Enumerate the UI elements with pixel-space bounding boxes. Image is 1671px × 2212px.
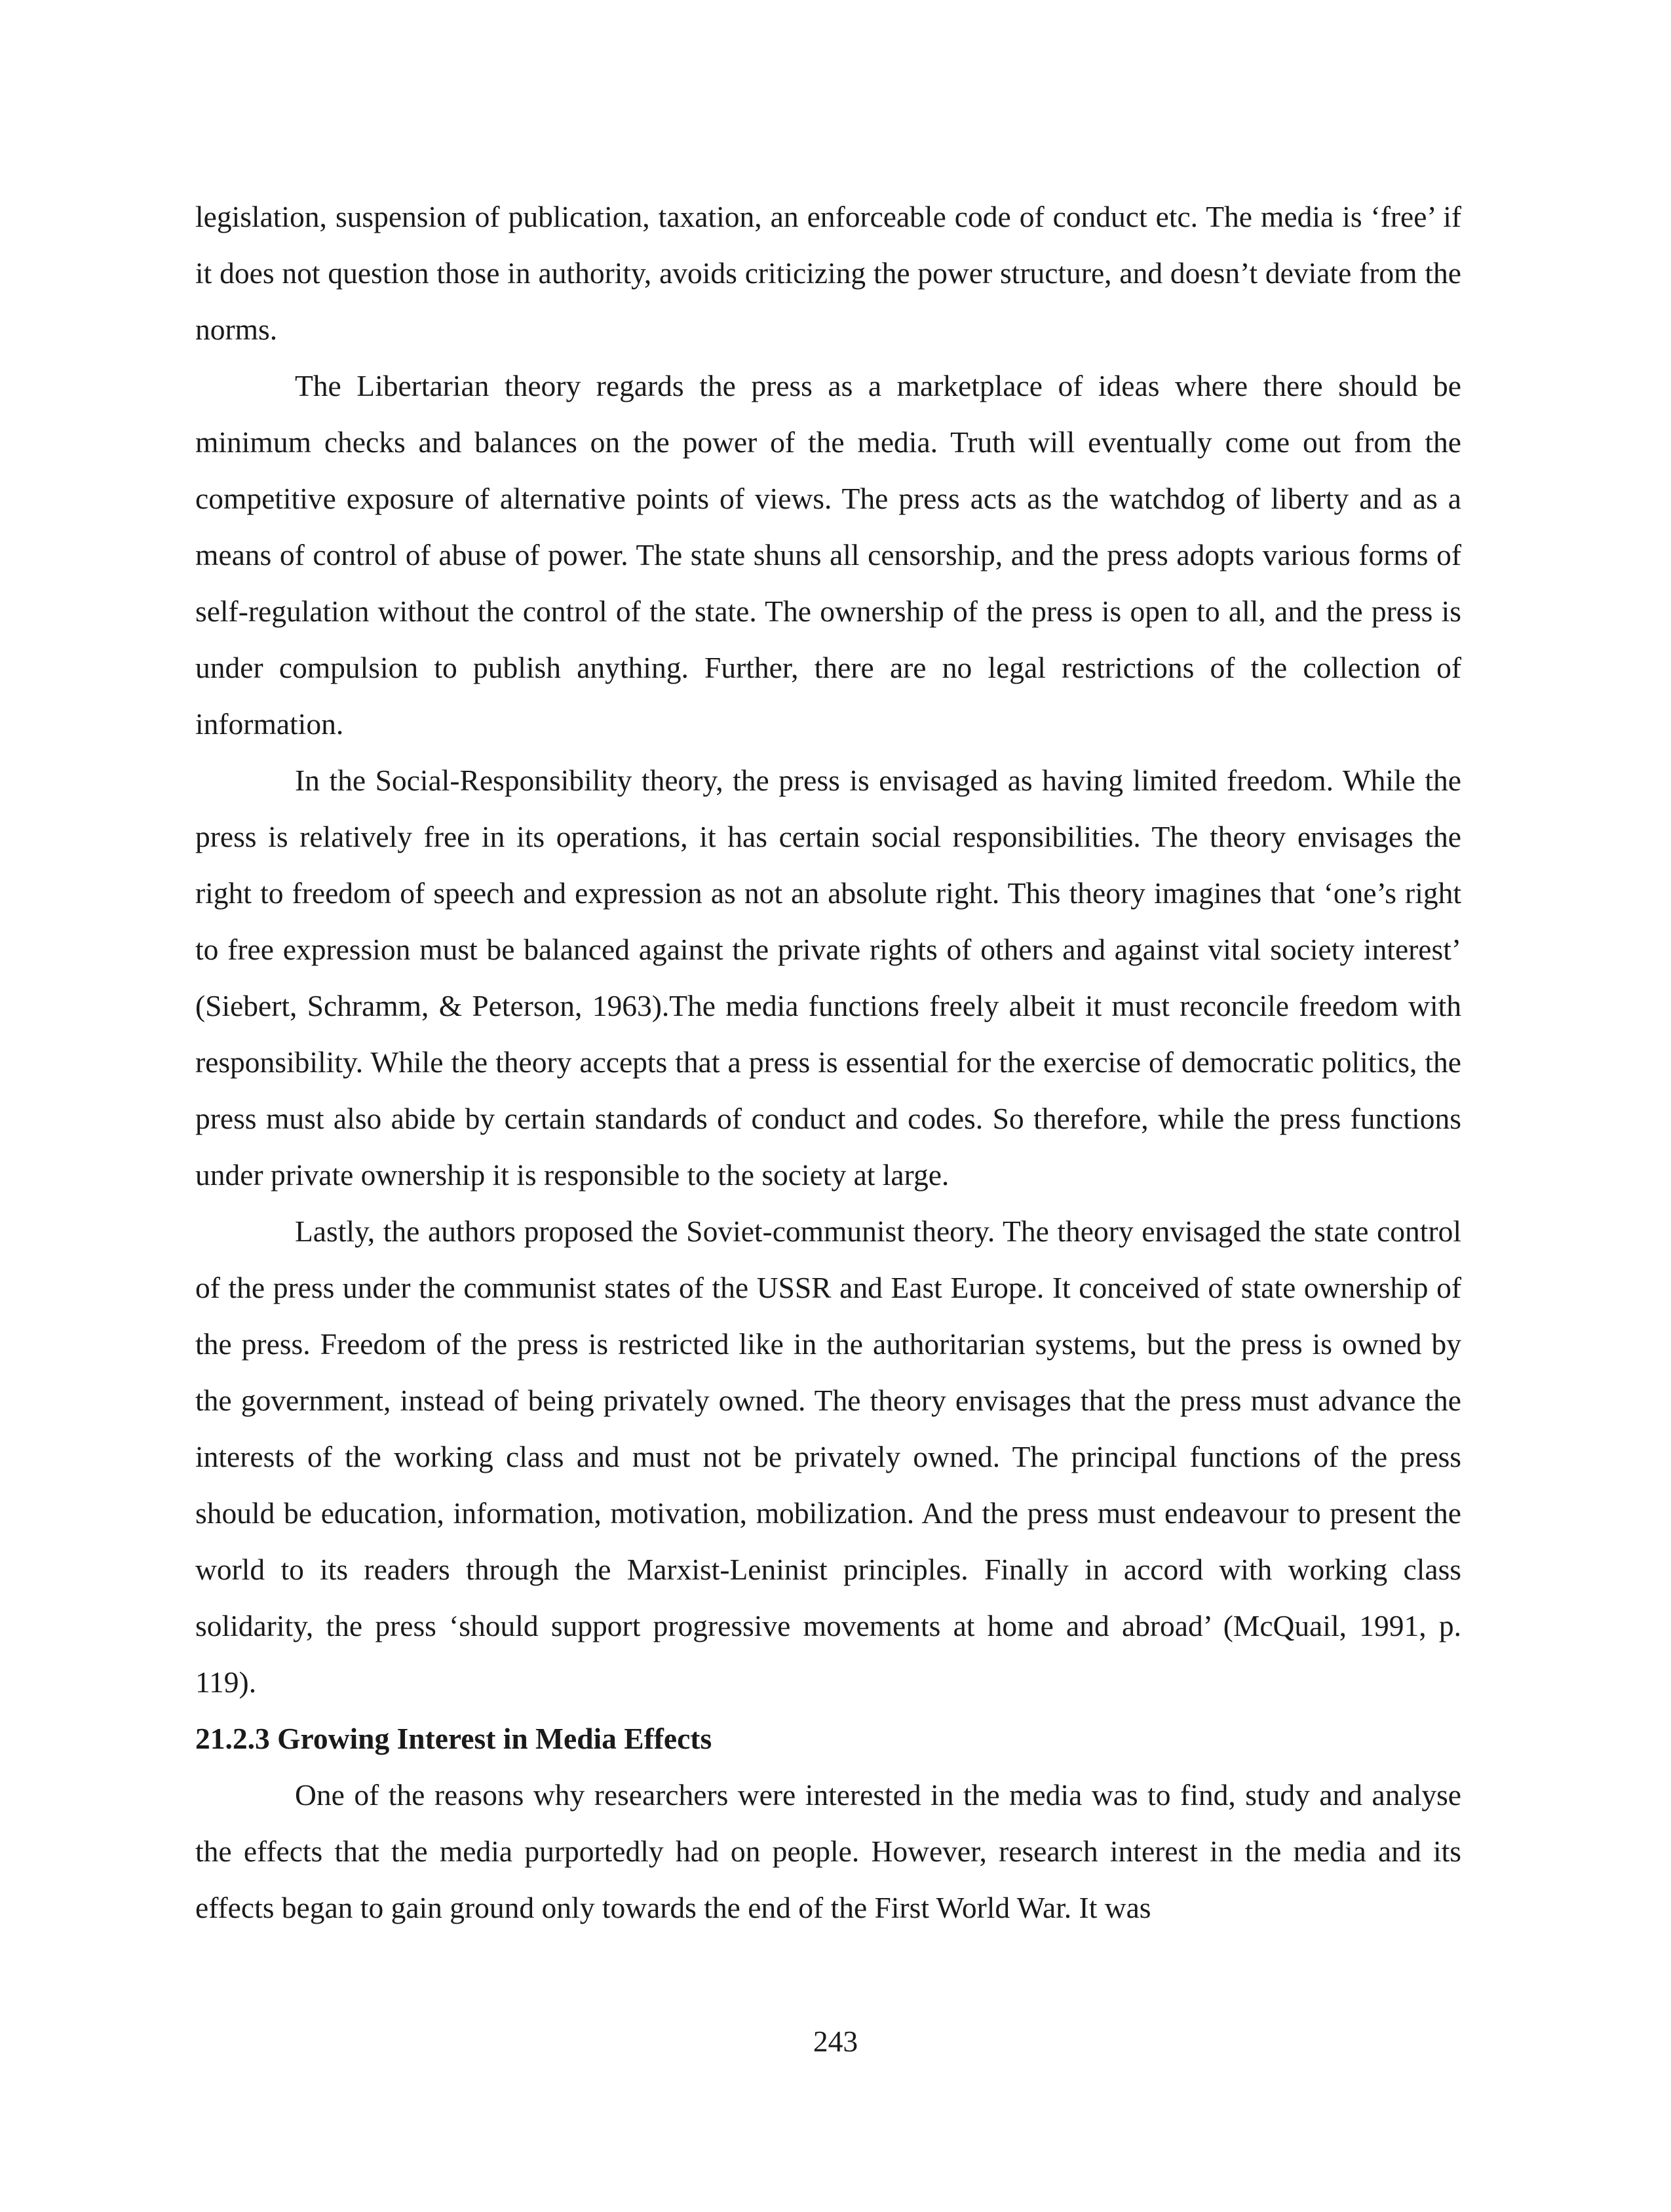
section-heading: 21.2.3 Growing Interest in Media Effects	[195, 1722, 712, 1755]
page-body	[195, 189, 1461, 1936]
page-number: 243	[813, 2025, 858, 2058]
paragraph-libertarian-theory: The Libertarian theory regards the press as a marketplace of ideas where there should be minimum checks and balances on the power of the media. Truth will eventually come out from the competitive exposure of alternative points of views. The press acts as the watchdog of liberty and as a means of control of abuse of power. The state shuns all censorship, and the press adopts various forms of self-regulation without the control of the state. The ownership of the press is open to all, and the press is under compulsion to publish anything. Further, there are no legal restrictions of the collection of information.	[195, 369, 1461, 741]
paragraph-social-responsibility-theory: In the Social-Responsibility theory, the press is envisaged as having limited freedom. While the press is relatively free in its operations, it has certain social responsibilities. The theory envisages the right to freedom of speech and expression as not an absolute right. This theory imagines that ‘one’s right to free expression must be balanced against the private rights of others and against vital society interest’ (Siebert, Schramm, & Peterson, 1963).The media functions freely albeit it must reconcile freedom with responsibility. While the theory accepts that a press is essential for the exercise of democratic politics, the press must also abide by certain standards of conduct and codes. So therefore, while the press functions under private ownership it is responsible to the society at large.	[195, 764, 1461, 1192]
paragraph-media-effects: One of the reasons why researchers were interested in the media was to find, study and analyse the effects that the media purportedly had on people. However, research interest in the media and its effects began to gain ground only towards the end of the First World War. It was	[195, 1778, 1461, 1924]
paragraph-soviet-communist-theory: Lastly, the authors proposed the Soviet-communist theory. The theory envisaged the state control of the press under the communist states of the USSR and East Europe. It conceived of state ownership of the press. Freedom of the press is restricted like in the authoritarian systems, but the press is owned by the government, instead of being privately owned. The theory envisages that the press must advance the interests of the working class and must not be privately owned. The principal functions of the press should be education, information, motivation, mobilization. And the press must endeavour to present the world to its readers through the Marxist-Leninist principles. Finally in accord with working class solidarity, the press ‘should support progressive movements at home and abroad’ (McQuail, 1991, p. 119).	[195, 1214, 1461, 1699]
paragraph-continued: legislation, suspension of publication, taxation, an enforceable code of conduct etc. The media is ‘free’ if it does not question those in authority, avoids criticizing the power structure, and doesn’t deviate from the norms.	[195, 200, 1461, 346]
